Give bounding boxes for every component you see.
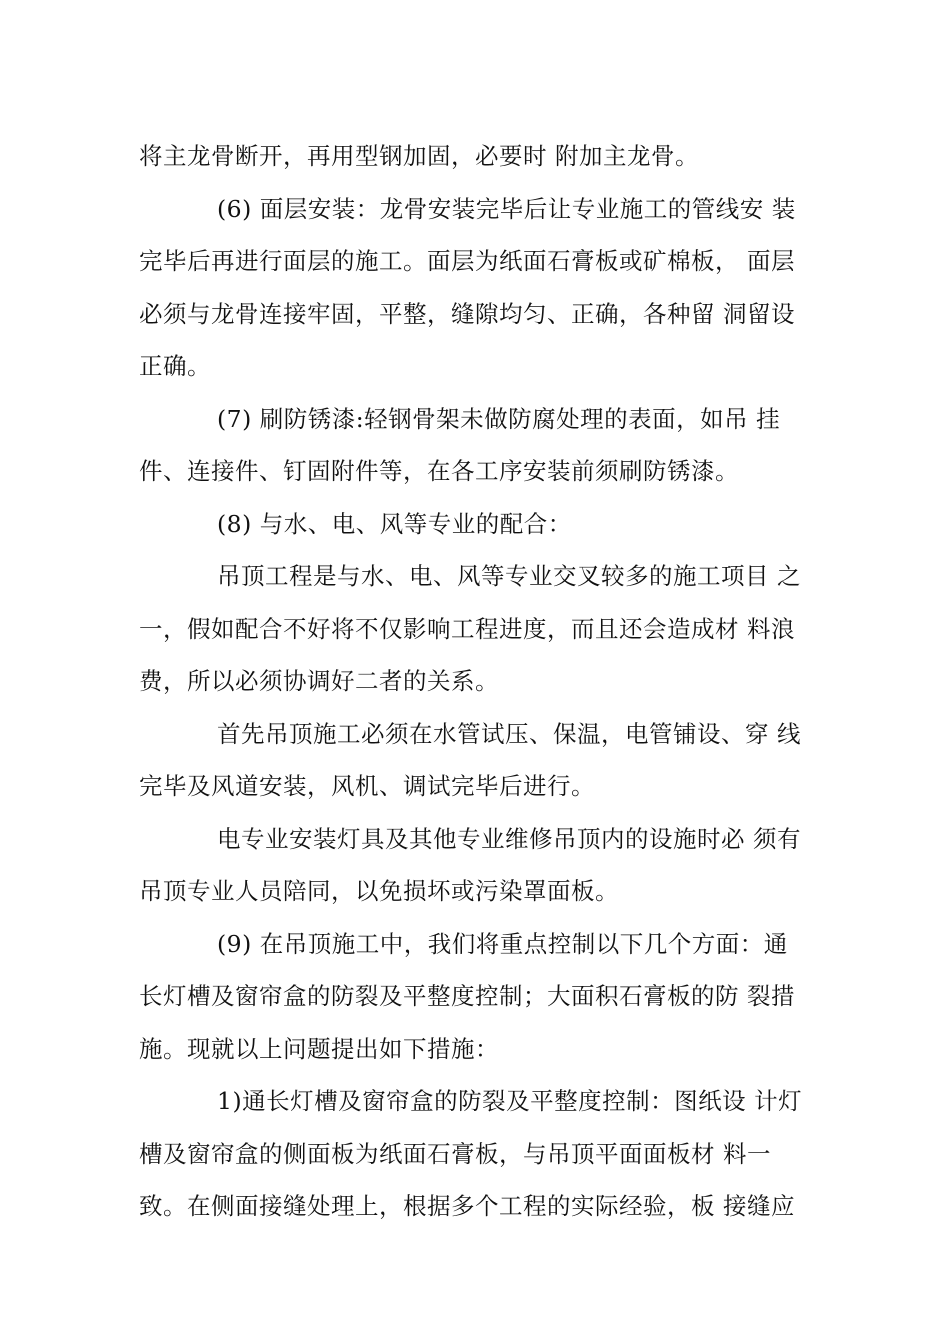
text-line: 吊顶专业人员陪同，以免损坏或污染罩面板。 (139, 877, 619, 905)
text-line: 完毕及风道安装，风机、调试完毕后进行。 (139, 772, 595, 800)
text-line: 首先吊顶施工必须在水管试压、保温，电管铺设、穿 线 (217, 719, 801, 748)
text-line: 槽及窗帘盒的侧面板为纸面石膏板，与吊顶平面面板材 料一 (139, 1139, 771, 1168)
text-line: 正确。 (139, 352, 211, 380)
text-line: (7) 刷防锈漆:轻钢骨架未做防腐处理的表面，如吊 挂 (217, 404, 781, 433)
text-line: 费，所以必须协调好二者的关系。 (139, 667, 499, 695)
text-line: (6) 面层安装：龙骨安装完毕后让专业施工的管线安 装 (217, 194, 796, 223)
text-line: 1)通长灯槽及窗帘盒的防裂及平整度控制：图纸设 计灯 (217, 1087, 803, 1115)
text-line: 一，假如配合不好将不仅影响工程进度，而且还会造成材 料浪 (139, 614, 795, 643)
text-line: 必须与龙骨连接牢固，平整，缝隙均匀、正确，各种留 洞留设 (139, 299, 795, 328)
text-line: 电专业安装灯具及其他专业维修吊顶内的设施时必 须有 (217, 824, 801, 853)
text-line: 施。现就以上问题提出如下措施： (139, 1034, 499, 1063)
text-line: 长灯槽及窗帘盒的防裂及平整度控制；大面积石膏板的防 裂措 (139, 982, 795, 1010)
text-line: (8) 与水、电、风等专业的配合： (217, 509, 572, 538)
text-line: 将主龙骨断开，再用型钢加固，必要时 附加主龙骨。 (139, 142, 699, 170)
text-line: (9) 在吊顶施工中，我们将重点控制以下几个方面：通 (217, 929, 788, 958)
text-line: 完毕后再进行面层的施工。面层为纸面石膏板或矿棉板， 面层 (139, 247, 795, 275)
text-line: 吊顶工程是与水、电、风等专业交叉较多的施工项目 之 (217, 562, 801, 590)
body-text (139, 130, 829, 1233)
text-line: 件、连接件、钉固附件等，在各工序安装前须刷防锈漆。 (139, 457, 739, 485)
text-line: 致。在侧面接缝处理上，根据多个工程的实际经验，板 接缝应 (139, 1192, 795, 1220)
